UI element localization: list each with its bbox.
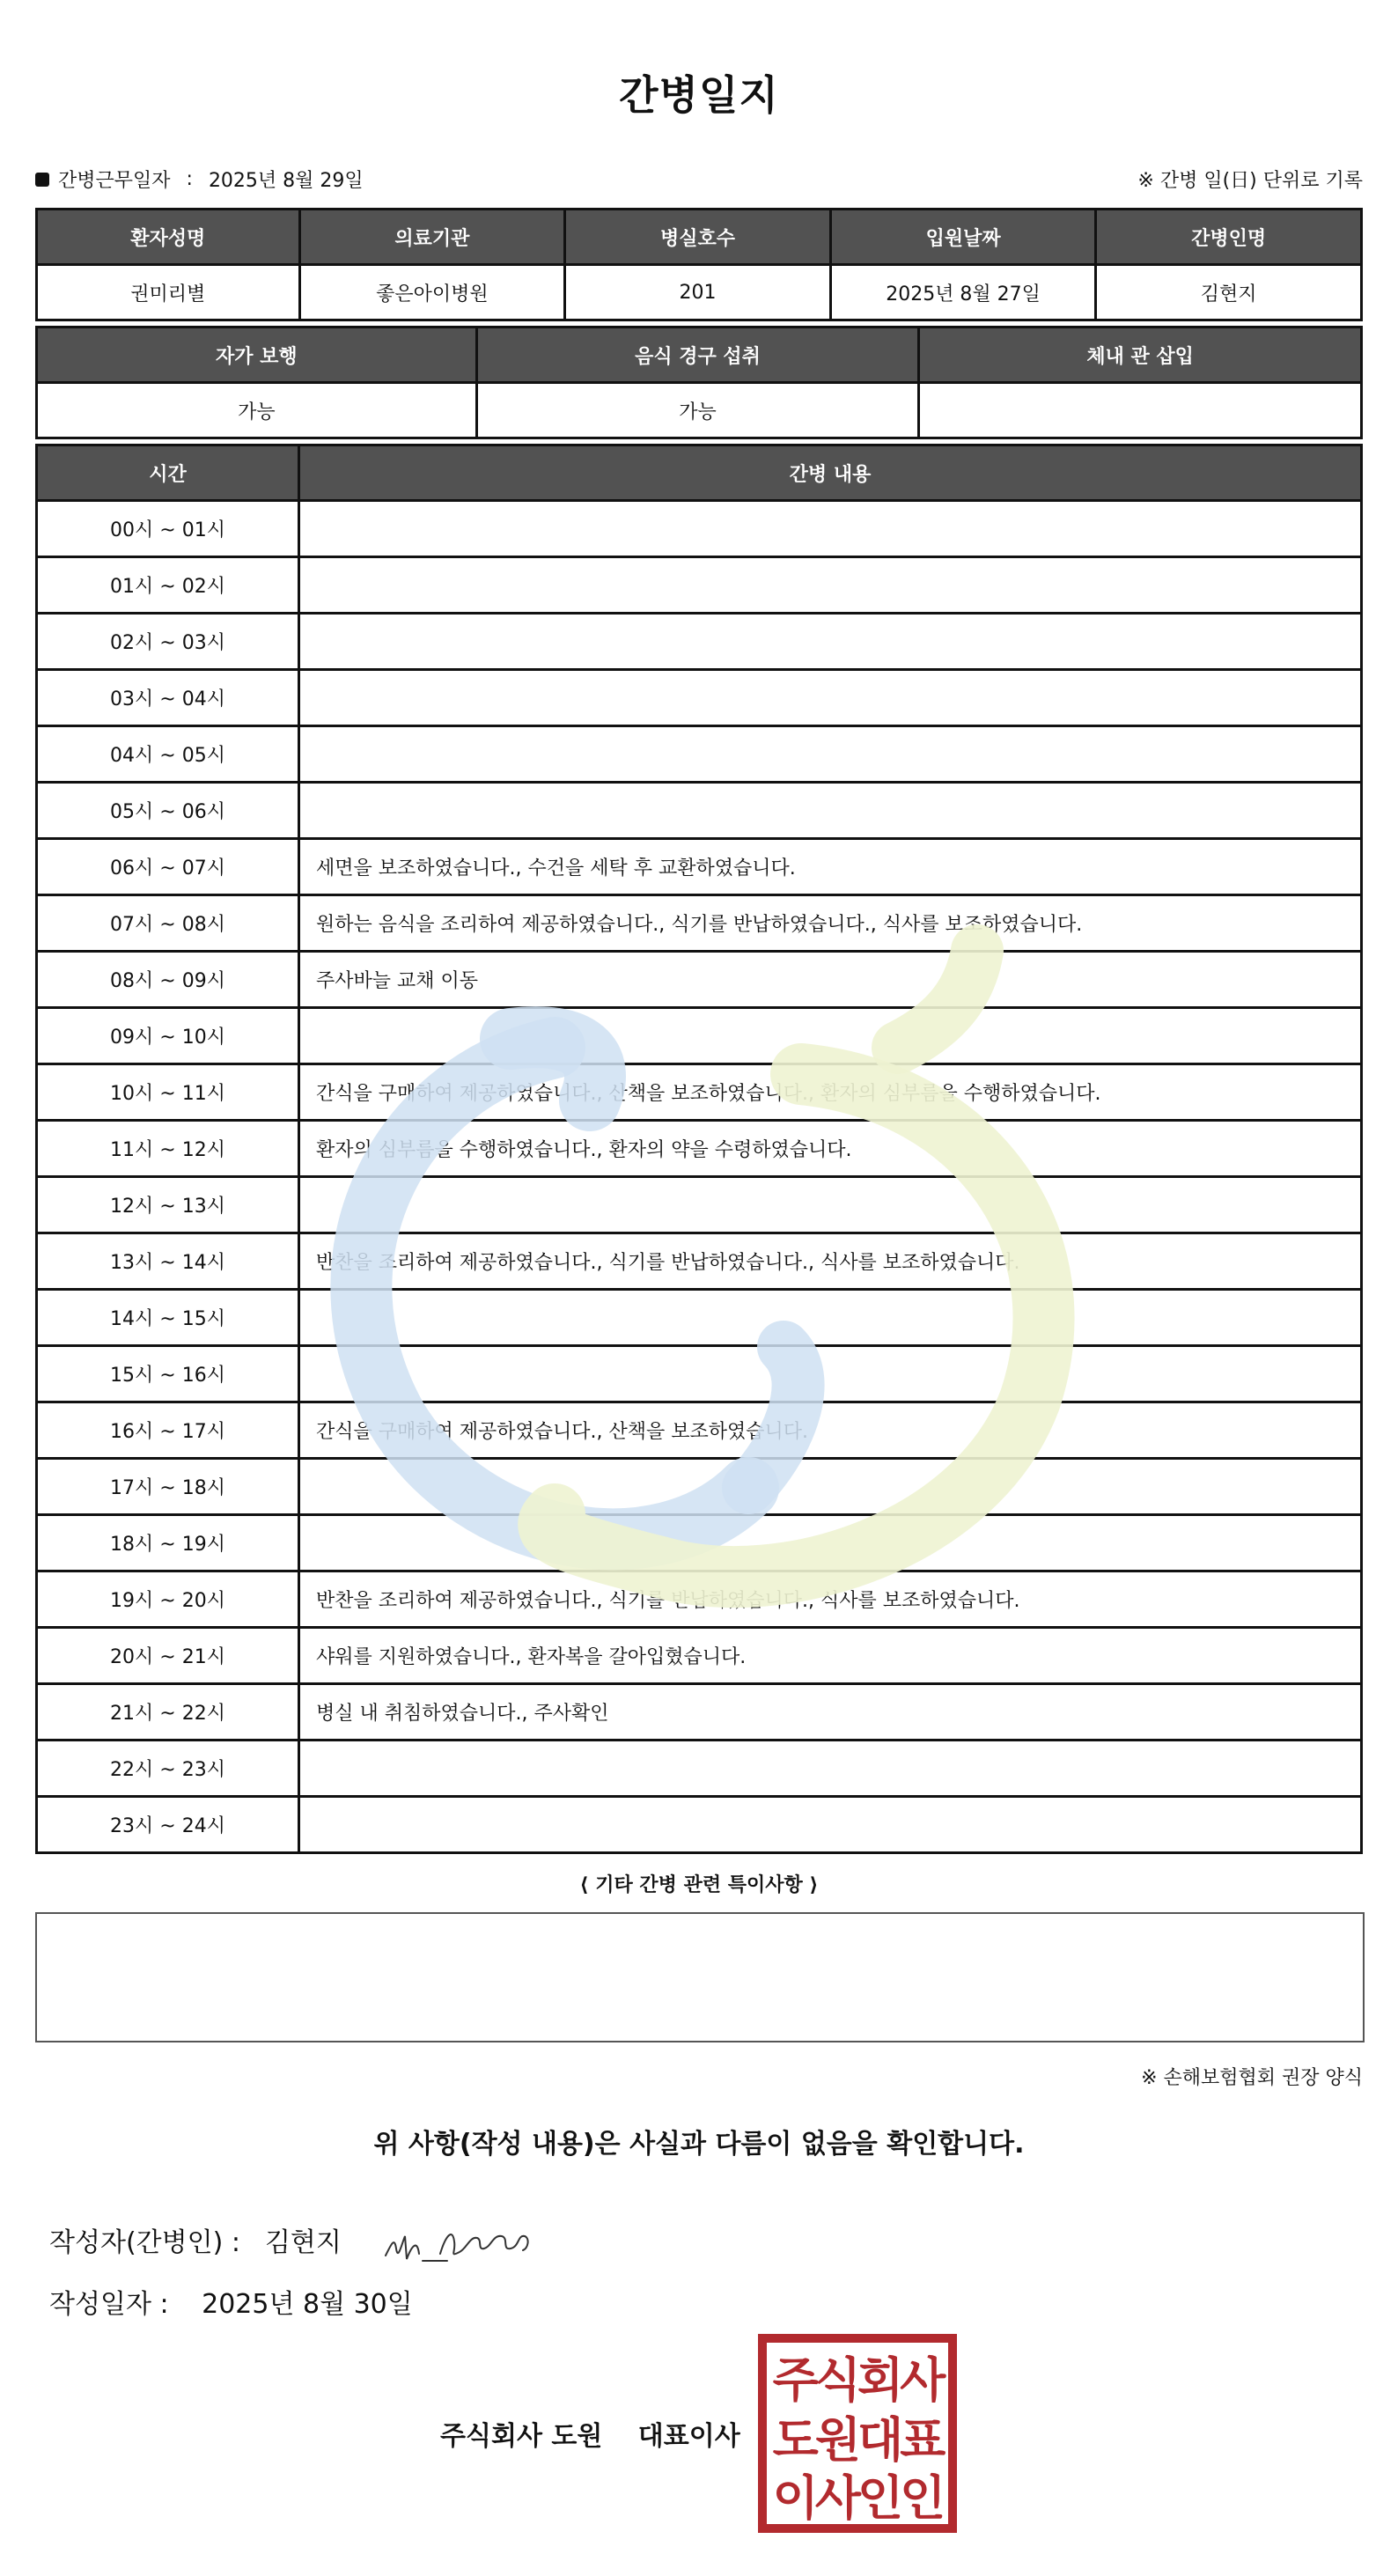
svg-text:이사인인: 이사인인 bbox=[772, 2470, 943, 2526]
notes-box bbox=[35, 1912, 1365, 2042]
log-content bbox=[300, 1291, 1363, 1347]
log-time: 13시 ~ 14시 bbox=[35, 1234, 300, 1291]
care-log-table bbox=[35, 444, 1363, 1854]
written-date-row bbox=[49, 2282, 413, 2321]
log-row bbox=[35, 727, 1363, 784]
log-content bbox=[300, 1516, 1363, 1572]
log-row bbox=[35, 896, 1363, 953]
log-time: 23시 ~ 24시 bbox=[35, 1798, 300, 1854]
representative-title: 대표이사 bbox=[637, 2421, 740, 2452]
log-row bbox=[35, 1685, 1363, 1741]
written-date-value: 2025년 8월 30일 bbox=[202, 2289, 413, 2320]
log-row bbox=[35, 1629, 1363, 1685]
log-content bbox=[300, 1178, 1363, 1234]
header-tube: 체내 관 삽입 bbox=[920, 326, 1363, 384]
log-time: 06시 ~ 07시 bbox=[35, 840, 300, 896]
log-time: 08시 ~ 09시 bbox=[35, 953, 300, 1009]
recommend-note: ※ 손해보험협회 권장 양식 bbox=[1141, 2067, 1363, 2089]
log-content: 원하는 음식을 조리하여 제공하였습니다., 식기를 반납하였습니다., 식사를 보조하였습니다. bbox=[300, 896, 1363, 953]
header-oral-intake: 음식 경구 섭취 bbox=[478, 326, 921, 384]
log-content: 주사바늘 교채 이동 bbox=[300, 953, 1363, 1009]
ability-value-row bbox=[35, 384, 1363, 439]
log-time: 02시 ~ 03시 bbox=[35, 615, 300, 671]
log-row bbox=[35, 1122, 1363, 1178]
log-time: 05시 ~ 06시 bbox=[35, 784, 300, 840]
log-time: 16시 ~ 17시 bbox=[35, 1403, 300, 1460]
log-row bbox=[35, 1009, 1363, 1065]
ability-table bbox=[35, 326, 1363, 439]
log-row bbox=[35, 1234, 1363, 1291]
log-content bbox=[300, 1460, 1363, 1516]
log-row bbox=[35, 1347, 1363, 1403]
log-content: 세면을 보조하였습니다., 수건을 세탁 후 교환하였습니다. bbox=[300, 840, 1363, 896]
header-walking: 자가 보행 bbox=[35, 326, 478, 384]
log-content: 환자의 심부름을 수행하였습니다., 환자의 약을 수령하였습니다. bbox=[300, 1122, 1363, 1178]
log-content bbox=[300, 1741, 1363, 1798]
svg-text:도원대표: 도원대표 bbox=[772, 2412, 943, 2468]
log-time: 04시 ~ 05시 bbox=[35, 727, 300, 784]
ability-header-row bbox=[35, 326, 1363, 384]
log-content: 반찬을 조리하여 제공하였습니다., 식기를 반납하였습니다., 식사를 보조하였습니다. bbox=[300, 1572, 1363, 1629]
log-time: 17시 ~ 18시 bbox=[35, 1460, 300, 1516]
company-line bbox=[440, 2414, 740, 2453]
log-content bbox=[300, 727, 1363, 784]
log-row bbox=[35, 1741, 1363, 1798]
log-time: 20시 ~ 21시 bbox=[35, 1629, 300, 1685]
walking-value: 가능 bbox=[35, 384, 478, 439]
log-content bbox=[300, 1347, 1363, 1403]
log-header-row bbox=[35, 444, 1363, 502]
log-content bbox=[300, 671, 1363, 727]
log-time: 00시 ~ 01시 bbox=[35, 502, 300, 558]
patient-info-table bbox=[35, 208, 1363, 321]
company-seal-stamp bbox=[757, 2333, 958, 2534]
log-row bbox=[35, 502, 1363, 558]
handwritten-signature bbox=[379, 2210, 537, 2271]
bullet-icon bbox=[35, 173, 49, 187]
log-content bbox=[300, 784, 1363, 840]
patient-name: 권미리별 bbox=[35, 266, 301, 321]
writer-name: 김현지 bbox=[264, 2227, 342, 2258]
company-name: 주식회사 도원 bbox=[440, 2421, 603, 2452]
log-row bbox=[35, 1403, 1363, 1460]
log-content: 병실 내 취침하였습니다., 주사확인 bbox=[300, 1685, 1363, 1741]
written-date-label: 작성일자 : bbox=[49, 2289, 169, 2320]
work-date bbox=[35, 166, 364, 193]
work-date-label: 간병근무일자 bbox=[58, 170, 171, 192]
header-room: 병실호수 bbox=[566, 208, 832, 266]
hospital-name: 좋은아이병원 bbox=[301, 266, 567, 321]
header-time: 시간 bbox=[35, 444, 300, 502]
log-content: 샤워를 지원하였습니다., 환자복을 갈아입혔습니다. bbox=[300, 1629, 1363, 1685]
log-time: 07시 ~ 08시 bbox=[35, 896, 300, 953]
log-time: 03시 ~ 04시 bbox=[35, 671, 300, 727]
confirm-statement: 위 사항(작성 내용)은 사실과 다름이 없음을 확인합니다. bbox=[373, 2129, 1025, 2160]
log-content bbox=[300, 615, 1363, 671]
log-time: 09시 ~ 10시 bbox=[35, 1009, 300, 1065]
unit-note: ※ 간병 일(日) 단위로 기록 bbox=[1137, 170, 1363, 192]
writer-label: 작성자(간병인) : bbox=[49, 2227, 240, 2258]
patient-value-row bbox=[35, 266, 1363, 321]
log-content bbox=[300, 1798, 1363, 1854]
log-row bbox=[35, 1178, 1363, 1234]
log-time: 10시 ~ 11시 bbox=[35, 1065, 300, 1122]
log-row bbox=[35, 615, 1363, 671]
header-caregiver: 간병인명 bbox=[1097, 208, 1363, 266]
log-body bbox=[35, 502, 1363, 1854]
log-content bbox=[300, 502, 1363, 558]
work-date-separator: : bbox=[186, 168, 193, 190]
log-content bbox=[300, 1009, 1363, 1065]
log-row bbox=[35, 953, 1363, 1009]
log-row bbox=[35, 1460, 1363, 1516]
notes-title: ⟨ 기타 간병 관련 특이사항 ⟩ bbox=[579, 1874, 819, 1896]
log-time: 22시 ~ 23시 bbox=[35, 1741, 300, 1798]
log-time: 01시 ~ 02시 bbox=[35, 558, 300, 615]
admission-date: 2025년 8월 27일 bbox=[832, 266, 1098, 321]
log-row bbox=[35, 558, 1363, 615]
info-row bbox=[35, 166, 1363, 194]
log-row bbox=[35, 840, 1363, 896]
log-row bbox=[35, 784, 1363, 840]
oral-intake-value: 가능 bbox=[478, 384, 921, 439]
log-row bbox=[35, 1798, 1363, 1854]
log-time: 12시 ~ 13시 bbox=[35, 1178, 300, 1234]
header-care-content: 간병 내용 bbox=[300, 444, 1363, 502]
log-row bbox=[35, 1291, 1363, 1347]
work-date-value: 2025년 8월 29일 bbox=[208, 170, 364, 192]
log-time: 15시 ~ 16시 bbox=[35, 1347, 300, 1403]
log-row bbox=[35, 1516, 1363, 1572]
log-time: 14시 ~ 15시 bbox=[35, 1291, 300, 1347]
log-time: 18시 ~ 19시 bbox=[35, 1516, 300, 1572]
log-row bbox=[35, 1572, 1363, 1629]
log-content: 반찬을 조리하여 제공하였습니다., 식기를 반납하였습니다., 식사를 보조하였습니다. bbox=[300, 1234, 1363, 1291]
log-time: 11시 ~ 12시 bbox=[35, 1122, 300, 1178]
writer-row bbox=[49, 2220, 342, 2259]
header-admission-date: 입원날짜 bbox=[832, 208, 1098, 266]
log-content: 간식을 구매하여 제공하였습니다., 산책을 보조하였습니다. bbox=[300, 1403, 1363, 1460]
header-patient-name: 환자성명 bbox=[35, 208, 301, 266]
room-number: 201 bbox=[566, 266, 832, 321]
header-hospital: 의료기관 bbox=[301, 208, 567, 266]
log-content: 간식을 구매하여 제공하였습니다., 산책을 보조하였습니다., 환자의 심부름을 수행하였습니다. bbox=[300, 1065, 1363, 1122]
log-time: 21시 ~ 22시 bbox=[35, 1685, 300, 1741]
log-row bbox=[35, 671, 1363, 727]
log-time: 19시 ~ 20시 bbox=[35, 1572, 300, 1629]
tube-value bbox=[920, 384, 1363, 439]
log-row bbox=[35, 1065, 1363, 1122]
log-content bbox=[300, 558, 1363, 615]
patient-header-row bbox=[35, 208, 1363, 266]
caregiver-name: 김현지 bbox=[1097, 266, 1363, 321]
svg-text:주식회사: 주식회사 bbox=[772, 2352, 943, 2408]
document-title: 간병일지 bbox=[619, 71, 779, 119]
